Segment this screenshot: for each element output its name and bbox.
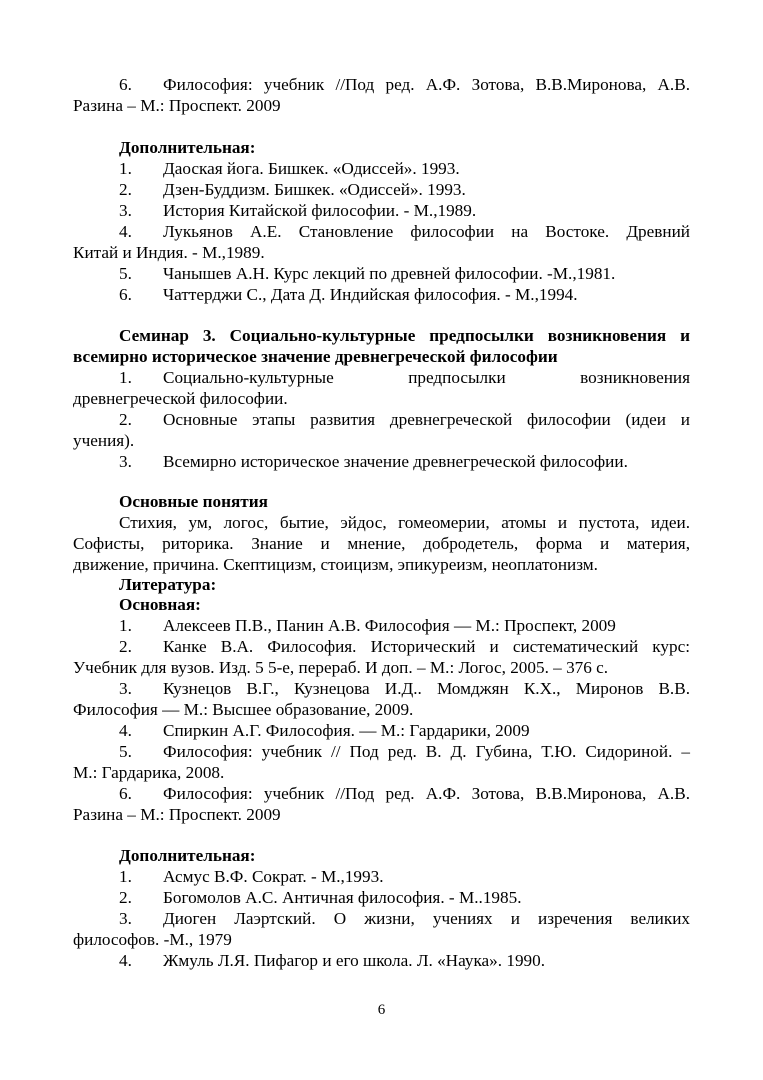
list-item-text: Канке В.А. Философия. Исторический и систематический курс: — [163, 637, 690, 656]
list-item-text: Даоская йога. Бишкек. «Одиссей». 1993. — [163, 159, 460, 178]
list-item-continuation: древнегреческой философии. — [73, 389, 288, 408]
document-page — [73, 0, 690, 1080]
list-item-text: Асмус В.Ф. Сократ. - М.,1993. — [163, 867, 384, 886]
concepts-text: Софисты, риторика. Знание и мнение, добродетель, форма и материя, — [73, 534, 690, 553]
list-item — [73, 159, 690, 180]
list-item — [73, 201, 690, 222]
list-item-text: Чанышев А.Н. Курс лекций по древней философии. -М.,1981. — [163, 264, 616, 283]
list-item-text: Диоген Лаэртский. О жизни, учениях и изречения великих — [163, 909, 690, 928]
seminar-title-continuation: всемирно историческое значение древнегреческой философии — [73, 347, 558, 366]
list-item-number: 5. — [119, 264, 132, 283]
list-item-number: 3. — [119, 909, 132, 928]
section-heading-additional: Дополнительная: — [119, 846, 256, 865]
list-item-number: 3. — [119, 201, 132, 220]
list-item — [73, 784, 690, 805]
list-item-text: Лукьянов А.Е. Становление философии на Востоке. Древний — [163, 222, 690, 241]
list-item-continuation: Философия — М.: Высшее образование, 2009. — [73, 700, 414, 719]
list-item-number: 4. — [119, 222, 132, 241]
list-item-text: Жмуль Л.Я. Пифагор и его школа. Л. «Наука». 1990. — [163, 951, 546, 970]
list-item-text: История Китайской философии. - М.,1989. — [163, 201, 477, 220]
list-item-text: Философия: учебник //Под ред. А.Ф. Зотова, В.В.Миронова, А.В. — [163, 75, 690, 94]
list-item — [73, 721, 690, 742]
list-item — [73, 679, 690, 700]
list-item-continuation: философов. -М., 1979 — [73, 930, 232, 949]
list-item-text: Дзен-Буддизм. Бишкек. «Одиссей». 1993. — [163, 180, 466, 199]
list-item — [73, 951, 690, 972]
section-heading-concepts: Основные понятия — [119, 492, 268, 511]
list-item-number: 2. — [119, 410, 132, 429]
list-item-continuation: Учебник для вузов. Изд. 5 5-е, перераб. И доп. – М.: Логос, 2005. – 376 с. — [73, 658, 609, 677]
list-item — [73, 637, 690, 658]
list-item — [73, 909, 690, 930]
top-list-item — [73, 75, 690, 96]
list-item-number: 6. — [119, 285, 132, 304]
list-item — [73, 742, 690, 763]
list-item-number: 2. — [119, 180, 132, 199]
question-item — [73, 410, 690, 431]
question-item — [73, 368, 690, 389]
list-item — [73, 888, 690, 909]
list-item — [73, 285, 690, 306]
list-item-continuation: учения). — [73, 431, 135, 450]
list-item-text: Основные этапы развития древнегреческой философии (идеи и — [163, 410, 690, 429]
list-item-number: 1. — [119, 368, 132, 387]
list-item-number: 4. — [119, 721, 132, 740]
concepts-text: Стихия, ум, логос, бытие, эйдос, гомеомерии, атомы и пустота, идеи. — [119, 513, 690, 532]
list-item-text: Социально-культурные предпосылки возникновения — [163, 368, 690, 387]
concepts-text: движение, причина. Скептицизм, стоицизм, эпикуреизм, неоплатонизм. — [73, 555, 598, 574]
list-item-number: 3. — [119, 452, 132, 471]
list-item-number: 1. — [119, 867, 132, 886]
list-item-text: Философия: учебник //Под ред. А.Ф. Зотова, В.В.Миронова, А.В. — [163, 784, 690, 803]
section-heading-literature: Литература: — [119, 575, 217, 594]
list-item-number: 5. — [119, 742, 132, 761]
list-item — [73, 222, 690, 243]
list-item — [73, 264, 690, 285]
list-item — [73, 867, 690, 888]
list-item-number: 2. — [119, 637, 132, 656]
question-item — [73, 452, 690, 473]
seminar-title: Семинар 3. Социально-культурные предпосылки возникновения и — [119, 326, 690, 345]
list-item-number: 1. — [119, 616, 132, 635]
page-number: 6 — [377, 1002, 386, 1018]
list-item-text: Кузнецов В.Г., Кузнецова И.Д.. Момджян К.Х., Миронов В.В. — [163, 679, 690, 698]
list-item-text: Спиркин А.Г. Философия. — М.: Гардарики, 2009 — [163, 721, 530, 740]
list-item-number: 6. — [119, 784, 132, 803]
list-item — [73, 616, 690, 637]
list-item-number: 3. — [119, 679, 132, 698]
list-item-number: 4. — [119, 951, 132, 970]
list-item-text: Всемирно историческое значение древнегреческой философии. — [163, 452, 628, 471]
list-item-text: Богомолов А.С. Античная философия. - М..1985. — [163, 888, 522, 907]
list-item-number: 1. — [119, 159, 132, 178]
list-item-text: Философия: учебник // Под ред. В. Д. Губина, Т.Ю. Сидориной. – — [163, 742, 690, 761]
list-item-continuation: М.: Гардарика, 2008. — [73, 763, 225, 782]
list-item-number: 2. — [119, 888, 132, 907]
list-item — [73, 180, 690, 201]
section-heading-additional: Дополнительная: — [119, 138, 256, 157]
list-item-continuation: Китай и Индия. - М.,1989. — [73, 243, 265, 262]
list-item-text: Алексеев П.В., Панин А.В. Философия — М.: Проспект, 2009 — [163, 616, 616, 635]
list-item-text: Чаттерджи С., Дата Д. Индийская философия. - М.,1994. — [163, 285, 578, 304]
list-item-number: 6. — [119, 75, 132, 94]
list-item-continuation: Разина – М.: Проспект. 2009 — [73, 96, 281, 115]
list-item-continuation: Разина – М.: Проспект. 2009 — [73, 805, 281, 824]
section-heading-main: Основная: — [119, 595, 201, 614]
